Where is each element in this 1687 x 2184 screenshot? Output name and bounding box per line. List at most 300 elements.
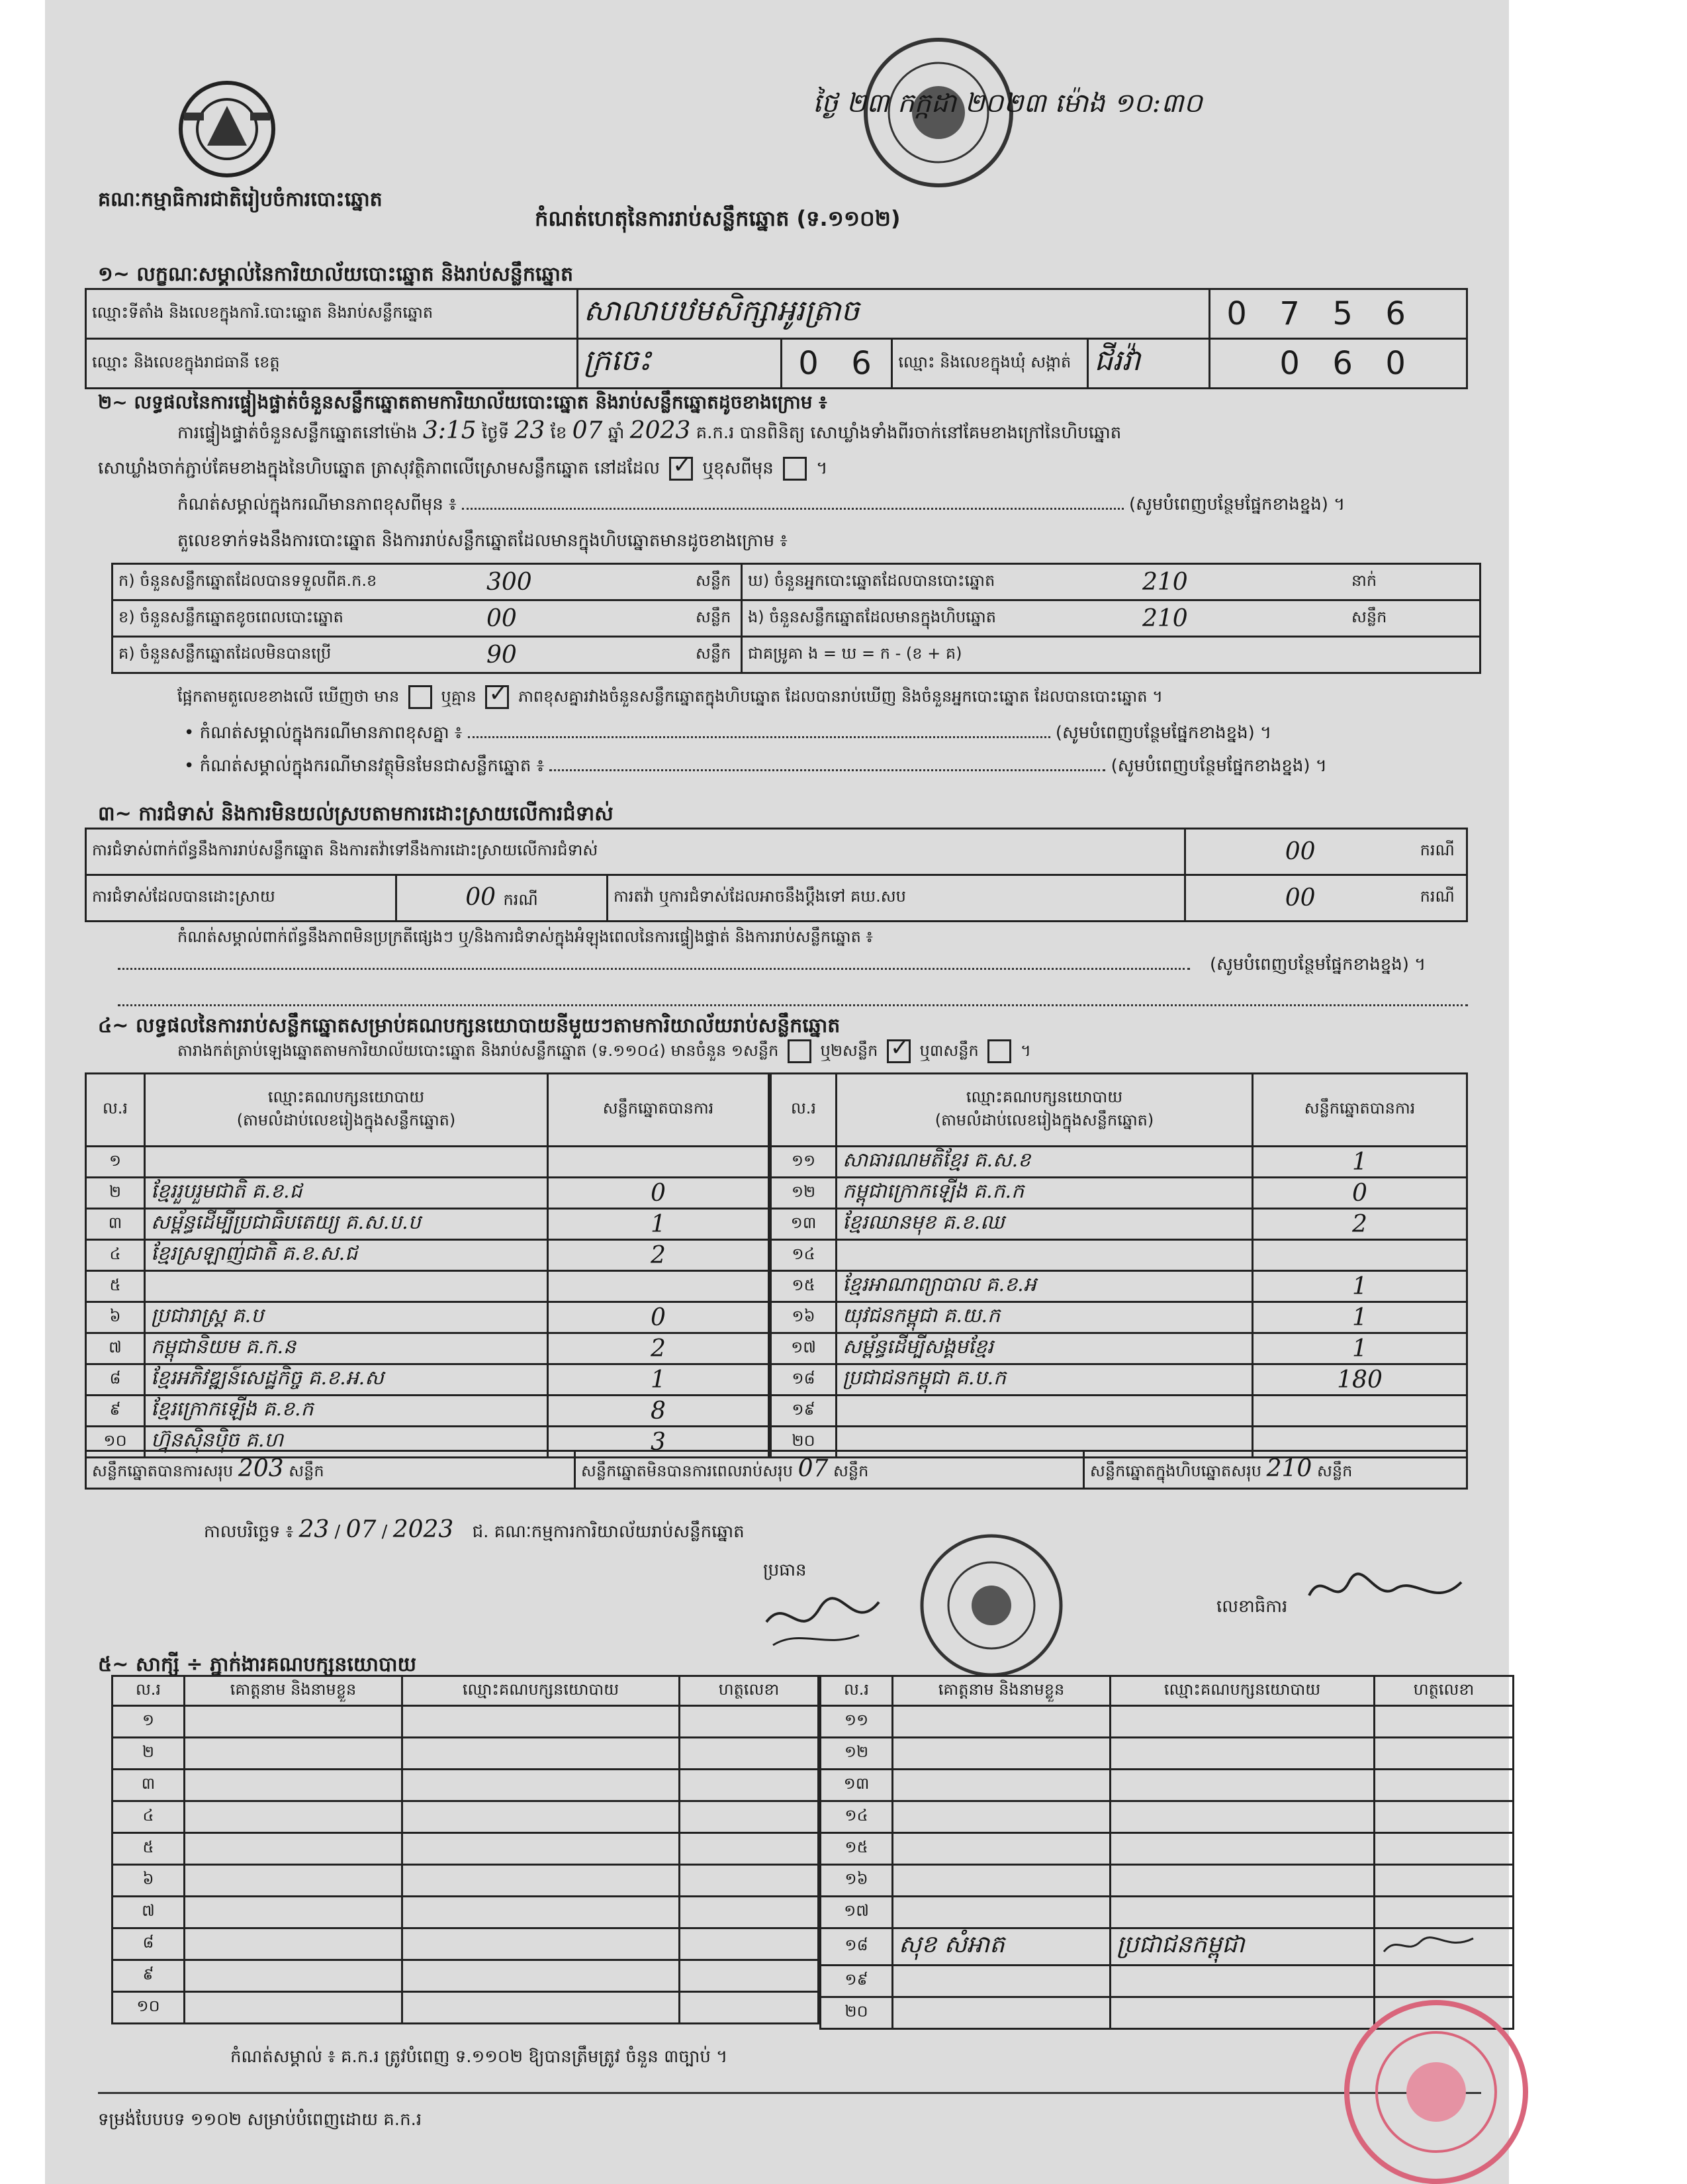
table-intro: តួលេខទាក់ទងនឹងការបោះឆ្នោត និងការរាប់សន្លឹកឆ្នោតដែលមានក្នុងហិបឆ្នោតមានដូចខាងក្រោម ៖: [177, 531, 788, 551]
result-row: [771, 1209, 1467, 1240]
three-sheet-label: ឬ៣សន្លឹក: [919, 1041, 979, 1060]
col-party-title: ឈ្មោះគណបក្សនយោបាយ: [267, 1087, 425, 1106]
resolved-count: 00: [465, 883, 496, 911]
party-name: សាធារណមតិខ្មែរ គ.ស.ខ: [837, 1147, 1253, 1178]
result-row: [771, 1271, 1467, 1302]
commune-label: ឈ្មោះ និងលេខក្នុងឃុំ សង្កាត់: [892, 339, 1088, 389]
party-votes: 1: [1253, 1271, 1467, 1302]
witness-row: [113, 1897, 819, 1928]
witness-number: ១៦: [821, 1865, 893, 1897]
witness-name[interactable]: [893, 1801, 1111, 1833]
difference-none-checkbox[interactable]: [485, 685, 509, 709]
result-row: [86, 1178, 769, 1209]
witness-party[interactable]: [402, 1992, 680, 2024]
count-label: ង) ចំនួនសន្លឹកឆ្នោតដែលមានក្នុងហិបឆ្នោត: [742, 600, 1138, 637]
party-number: ៩: [86, 1396, 145, 1427]
result-row: [771, 1240, 1467, 1271]
witness-signature[interactable]: [680, 1770, 819, 1801]
date-line: កាលបរិច្ឆេទ ៖ 23 / 07 / 2023 ជ. គណៈកម្មការការិយាល័យរាប់សន្លឹកឆ្នោត: [204, 1516, 745, 1543]
tally-sheet-label: តារាងកត់ត្រាប់ឡេងឆ្នោតតាមការិយាល័យបោះឆ្នោត និងរាប់សន្លឹកឆ្នោត (ទ.១១០៤) មានចំនួន ១សន្លឹក: [177, 1041, 779, 1060]
date-day: 23: [298, 1516, 330, 1543]
bullet2-fill: (សូមបំពេញបន្ថែមផ្នែកខាងខ្នង) ។: [1111, 756, 1327, 776]
witness-name[interactable]: [185, 1960, 402, 1992]
result-row: [771, 1396, 1467, 1427]
witness-row: [821, 1801, 1514, 1833]
col-party-header: ឈ្មោះគណបក្សនយោបាយ: [1111, 1676, 1375, 1706]
location-label: ឈ្មោះទីតាំង និងលេខក្នុងការិ.បោះឆ្នោត និងរាប់សន្លឹកឆ្នោត: [86, 289, 578, 339]
province-code: [781, 339, 892, 389]
col-no-header: ល.រ: [771, 1074, 837, 1147]
party-votes: 0: [548, 1178, 769, 1209]
tally-sheet-line: តារាងកត់ត្រាប់ឡេងឆ្នោតតាមការិយាល័យបោះឆ្នោត និងរាប់សន្លឹកឆ្នោត (ទ.១១០៤) មានចំនួន ១សន្លឹក ឬ២សន្លឹក ✓ ឬ៣សន្លឹក ។: [177, 1039, 1031, 1064]
official-seal-icon: [866, 1529, 1117, 1682]
bullet1-line: [184, 722, 1475, 747]
count-label: គ) ចំនួនសន្លឹកឆ្នោតដែលមិនបានប្រើ: [113, 637, 482, 673]
party-votes: 0: [1253, 1178, 1467, 1209]
witness-name[interactable]: [893, 1738, 1111, 1770]
witness-row: [821, 1897, 1514, 1928]
difference-none-label: ឬគ្មាន: [441, 687, 477, 706]
witness-table-right: [819, 1675, 1514, 2030]
secretary-label: លេខាធិការ: [1216, 1597, 1288, 1617]
party-number: ១៣: [771, 1209, 837, 1240]
party-votes: 3: [548, 1427, 769, 1458]
total-box-value: 210: [1266, 1455, 1312, 1482]
witness-party[interactable]: [402, 1960, 680, 1992]
form-title: កំណត់ហេតុនៃការរាប់សន្លឹកឆ្នោត (ទ.១១០២): [535, 206, 901, 231]
section4-heading: ៤~ លទ្ធផលនៃការរាប់សន្លឹកឆ្នោតសម្រាប់គណបក្សនយោបាយនីមួយៗតាមការិយាល័យរាប់សន្លឹកឆ្នោត: [98, 1014, 841, 1037]
witness-number: ១៣: [821, 1770, 893, 1801]
witness-number: ១៨: [821, 1928, 893, 1966]
witness-party[interactable]: [402, 1928, 680, 1960]
result-row: [86, 1209, 769, 1240]
result-row: [86, 1240, 769, 1271]
objection-table: [85, 828, 1468, 922]
count-value: 210: [1137, 564, 1346, 600]
party-number: ២: [86, 1178, 145, 1209]
witness-row: [113, 1706, 819, 1738]
verify-month-label: ខែ: [550, 423, 567, 443]
witness-number: ១២: [821, 1738, 893, 1770]
count-value: 00: [481, 600, 690, 637]
witness-name[interactable]: [185, 1928, 402, 1960]
irregularity-field[interactable]: [118, 960, 1203, 973]
witness-signature[interactable]: [680, 1865, 819, 1897]
witness-party[interactable]: [1111, 1897, 1375, 1928]
witness-row: [113, 1960, 819, 1992]
witness-signature[interactable]: [1375, 1928, 1514, 1966]
red-stamp-icon: [1337, 1993, 1535, 2184]
witness-number: ៧: [113, 1897, 185, 1928]
col-no-header: ល.រ: [821, 1676, 893, 1706]
witness-signature[interactable]: [680, 1960, 819, 1992]
section3-heading: ៣~ ការជំទាស់ និងការមិនយល់ស្របតាមការដោះស្រាយលើការជំទាស់: [98, 802, 614, 826]
witness-name[interactable]: [185, 1992, 402, 2024]
party-name: សម្ព័ន្ធដើម្បីប្រជាធិបតេយ្យ គ.ស.ប.ប: [145, 1209, 548, 1240]
party-votes: [548, 1271, 769, 1302]
bullet1-field[interactable]: [468, 736, 1050, 738]
witness-party[interactable]: [402, 1897, 680, 1928]
result-row: [771, 1302, 1467, 1333]
witness-name[interactable]: [893, 1770, 1111, 1801]
commune-code-digit: 0: [1279, 345, 1300, 382]
section2-heading: ២~ លទ្ធផលនៃការផ្ទៀងផ្ទាត់ចំនួនសន្លឹកឆ្នោតតាមការិយាល័យបោះឆ្នោត និងរាប់សន្លឹកឆ្នោតដូចខាងក្រោម ៖: [98, 391, 827, 413]
difference-label: ផ្អែកតាមតួលេខខាងលើ ឃើញថា មាន: [177, 687, 400, 706]
witness-number: ៩: [113, 1960, 185, 1992]
witness-signature[interactable]: [1375, 1738, 1514, 1770]
party-votes: [1253, 1396, 1467, 1427]
party-number: ១៥: [771, 1271, 837, 1302]
witness-party[interactable]: [1111, 1770, 1375, 1801]
witness-signature-icon: [1381, 1932, 1480, 1958]
total-box-cell: [1084, 1451, 1467, 1489]
party-number: ១២: [771, 1178, 837, 1209]
witness-signature[interactable]: [1375, 1865, 1514, 1897]
witness-signature[interactable]: [680, 1992, 819, 2024]
objection-label: ការជំទាស់ពាក់ព័ន្ធនឹងការរាប់សន្លឹកឆ្នោត និងការតវ៉ាទៅនឹងការដោះស្រាយលើការជំទាស់: [86, 829, 1185, 875]
province-label: ឈ្មោះ និងលេខក្នុងរាជធានី ខេត្ត: [86, 339, 578, 389]
witness-signature[interactable]: [680, 1833, 819, 1865]
secretary-signature-icon: [1302, 1562, 1475, 1622]
col-votes-header: សន្លឹកឆ្នោតបានការ: [548, 1074, 769, 1147]
appeal-unit: ករណី: [1415, 875, 1467, 922]
party-number: ៤: [86, 1240, 145, 1271]
verify-time-value: 3:15: [422, 417, 477, 444]
bullet1-fill: (សូមបំពេញបន្ថែមផ្នែកខាងខ្នង) ។: [1055, 723, 1272, 743]
sign-for-label: ជ. គណៈកម្មការការិយាល័យរាប់សន្លឹកឆ្នោត: [472, 1522, 745, 1542]
bullet1-label: • កំណត់សម្គាល់ក្នុងករណីមានភាពខុសគ្នា ៖: [184, 723, 463, 743]
witness-party[interactable]: [402, 1833, 680, 1865]
irregularity-fill: (សូមបំពេញបន្ថែមផ្នែកខាងខ្នង) ។: [1210, 955, 1426, 974]
party-number: ២០: [771, 1427, 837, 1458]
party-name: ខ្មែរអាណាព្យាបាល គ.ខ.អ: [837, 1271, 1253, 1302]
witness-name[interactable]: [185, 1706, 402, 1738]
party-name: ខ្មែរឈានមុខ គ.ខ.ឈ: [837, 1209, 1253, 1240]
party-number: ១៧: [771, 1333, 837, 1364]
count-label: ខ) ចំនួនសន្លឹកឆ្នោតខូចពេលបោះឆ្នោត: [113, 600, 482, 637]
results-table-right: [770, 1072, 1468, 1458]
commune-value: ជីរវ៉ា: [1088, 339, 1209, 389]
col-party-subtitle: (តាមលំដាប់លេខរៀងក្នុងសន្លឹកឆ្នោត): [236, 1110, 456, 1129]
party-votes: 0: [548, 1302, 769, 1333]
witness-name[interactable]: [893, 1897, 1111, 1928]
witness-name[interactable]: សុខ សំអាត: [893, 1928, 1111, 1966]
witness-signature[interactable]: [1375, 1770, 1514, 1801]
result-row: [86, 1364, 769, 1396]
witness-party[interactable]: [402, 1865, 680, 1897]
totals-row: [85, 1450, 1468, 1490]
party-number: ៣: [86, 1209, 145, 1240]
total-valid-unit: សន្លឹក: [289, 1462, 324, 1480]
party-votes: 8: [548, 1396, 769, 1427]
section1-heading: ១~ លក្ខណៈសម្គាល់នៃការិយាល័យបោះឆ្នោត និងរាប់សន្លឹកឆ្នោត: [98, 263, 574, 286]
result-row: [86, 1147, 769, 1178]
province-code-digit: 6: [851, 345, 872, 382]
witness-number: ៦: [113, 1865, 185, 1897]
witness-table-left: [111, 1675, 819, 2024]
witness-signature[interactable]: [680, 1897, 819, 1928]
party-number: ១៤: [771, 1240, 837, 1271]
party-name: ប្រជារាស្ត្រ គ.ប: [145, 1302, 548, 1333]
form-footer: ទម្រង់បែបបទ ១១០២ សម្រាប់បំពេញដោយ គ.ក.រ: [98, 2110, 422, 2130]
party-number: ១: [86, 1147, 145, 1178]
difference-line: [177, 685, 1475, 710]
irregularity-field-2[interactable]: [118, 996, 1475, 1009]
witness-name[interactable]: [185, 1770, 402, 1801]
difference-rest: ភាពខុសគ្នារវាងចំនួនសន្លឹកឆ្នោតក្នុងហិបឆ្នោត ដែលបានរាប់ឃើញ និងចំនួនអ្នកបោះឆ្នោត ដែលបានបោះឆ្នោត ។: [518, 687, 1163, 706]
witness-row: [821, 1706, 1514, 1738]
verify-line1: [177, 417, 1468, 447]
witness-row: [113, 1833, 819, 1865]
witness-party[interactable]: [402, 1738, 680, 1770]
party-name: ខ្មែរក្រោកឡើង គ.ខ.ក: [145, 1396, 548, 1427]
verify-line1-rest: គ.ក.រ បានពិនិត្យ សោឃ្លាំងទាំងពីរចាក់នៅគែមខាងក្រៅនៃហិបឆ្នោត: [696, 423, 1122, 443]
document-sheet: [45, 0, 1509, 2184]
verify-day-value: 23: [514, 417, 545, 444]
result-row: [86, 1333, 769, 1364]
witness-row: [821, 1865, 1514, 1897]
change-note-field[interactable]: [462, 508, 1124, 510]
witness-number: ១៧: [821, 1897, 893, 1928]
count-label: ឃ) ចំនួនអ្នកបោះឆ្នោតដែលបានបោះឆ្នោត: [742, 564, 1138, 600]
count-label: ក) ចំនួនសន្លឹកឆ្នោតដែលបានទទួលពីគ.ក.ខ: [113, 564, 482, 600]
witness-signature[interactable]: [1375, 1706, 1514, 1738]
col-no-header: ល.រ: [113, 1676, 185, 1706]
commune-code-digit: 0: [1385, 345, 1406, 382]
witness-party[interactable]: [1111, 1738, 1375, 1770]
location-code: [1209, 289, 1467, 339]
institution-name: គណៈកម្មាធិការជាតិរៀបចំការបោះឆ្នោត: [98, 188, 383, 211]
count-unit: សន្លឹក: [690, 600, 742, 637]
party-votes: 2: [1253, 1209, 1467, 1240]
witness-signature[interactable]: [1375, 1897, 1514, 1928]
witness-number: ១: [113, 1706, 185, 1738]
party-name: ខ្មែរស្រឡាញ់ជាតិ គ.ខ.ស.ជ: [145, 1240, 548, 1271]
received-stamp-text: ថ្ងៃ ២៣ កក្កដា ២០២៣ ម៉ោង ១០:៣០: [813, 88, 1203, 119]
objection-unit: ករណី: [1415, 829, 1467, 875]
province-value: ក្រចេះ: [577, 339, 781, 389]
witness-number: ១១: [821, 1706, 893, 1738]
witness-party[interactable]: [1111, 1966, 1375, 1997]
section5-note: កំណត់សម្គាល់ ៖ គ.ក.រ ត្រូវបំពេញ ទ.១១០២ ឱ្យបានត្រឹមត្រូវ ចំនួន ៣ច្បាប់ ។: [230, 2047, 728, 2067]
result-row: [771, 1333, 1467, 1364]
witness-name[interactable]: [893, 1865, 1111, 1897]
verify-year-value: 2023: [629, 417, 691, 444]
changed-checkbox[interactable]: [783, 457, 807, 481]
witness-party[interactable]: [402, 1801, 680, 1833]
verify-month-value: 07: [572, 417, 603, 444]
witness-name[interactable]: [185, 1738, 402, 1770]
count-value: 90: [481, 637, 690, 673]
total-valid-cell: [86, 1451, 575, 1489]
col-sign-header: ហត្ថលេខា: [680, 1676, 819, 1706]
result-row: [771, 1364, 1467, 1396]
witness-name[interactable]: [893, 1966, 1111, 1997]
witness-name[interactable]: [185, 1833, 402, 1865]
col-sign-header: ហត្ថលេខា: [1375, 1676, 1514, 1706]
witness-signature[interactable]: [680, 1706, 819, 1738]
party-number: ១៩: [771, 1396, 837, 1427]
witness-number: ១០: [113, 1992, 185, 2024]
section1-table: [85, 288, 1468, 389]
witness-party[interactable]: [402, 1770, 680, 1801]
col-party-header: ឈ្មោះគណបក្សនយោបាយ: [402, 1676, 680, 1706]
two-sheet-checkbox[interactable]: [887, 1039, 911, 1063]
witness-name[interactable]: [893, 1706, 1111, 1738]
bullet2-field[interactable]: [549, 769, 1105, 771]
witness-party[interactable]: [1111, 1706, 1375, 1738]
witness-party[interactable]: [1111, 1997, 1375, 2029]
party-number: ១១: [771, 1147, 837, 1178]
witness-name[interactable]: [893, 1833, 1111, 1865]
witness-signature[interactable]: [680, 1801, 819, 1833]
witness-number: ៥: [113, 1833, 185, 1865]
verify-time-label: ការផ្ទៀងផ្ទាត់ចំនួនសន្លឹកឆ្នោតនៅម៉ោង: [177, 423, 418, 443]
total-box-label: សន្លឹកឆ្នោតក្នុងហិបឆ្នោតសរុប: [1090, 1462, 1261, 1480]
party-number: ១០: [86, 1427, 145, 1458]
witness-party[interactable]: [1111, 1865, 1375, 1897]
witness-name[interactable]: [185, 1897, 402, 1928]
location-code-digit: 0: [1226, 295, 1247, 332]
party-name: កម្ពុជានិយម គ.ក.ន: [145, 1333, 548, 1364]
total-invalid-value: 07: [798, 1455, 829, 1482]
party-name: ខ្មែរអភិវឌ្ឍន៍សេដ្ឋកិច្ច គ.ខ.អ.ស: [145, 1364, 548, 1396]
party-name: យុវជនកម្ពុជា គ.យ.ក: [837, 1302, 1253, 1333]
witness-number: ១៩: [821, 1966, 893, 1997]
total-box-unit: សន្លឹក: [1316, 1462, 1353, 1480]
one-sheet-checkbox[interactable]: [788, 1039, 811, 1063]
count-unit: នាក់: [1346, 564, 1481, 600]
date-month: 07: [345, 1516, 377, 1543]
verify-day-label: ថ្ងៃទី: [481, 423, 510, 443]
party-votes: 2: [548, 1240, 769, 1271]
witness-row: [113, 1801, 819, 1833]
witness-party[interactable]: [1111, 1833, 1375, 1865]
witness-number: ១៥: [821, 1833, 893, 1865]
verify-line2-text: សោឃ្លាំងចាក់ភ្ជាប់គែមខាងក្នុងនៃហិបឆ្នោត ត្រាសុវត្ថិភាពលើស្រោមសន្លឹកឆ្នោត នៅដដែល: [98, 458, 660, 479]
change-note-fill: (សូមបំពេញបន្ថែមផ្នែកខាងខ្នង) ។: [1129, 495, 1345, 514]
date-year: 2023: [392, 1516, 454, 1543]
result-row: [86, 1396, 769, 1427]
party-name: សម្ព័ន្ធដើម្បីសង្គមខ្មែរ: [837, 1333, 1253, 1364]
location-value: សាលាបឋមសិក្សាអូរត្រាច: [577, 289, 1209, 339]
result-row: [86, 1271, 769, 1302]
party-name: ប្រជាជនកម្ពុជា គ.ប.ក: [837, 1364, 1253, 1396]
witness-number: ២០: [821, 1997, 893, 2029]
witness-signature[interactable]: [1375, 1801, 1514, 1833]
count-unit: សន្លឹក: [690, 564, 742, 600]
resolved-label: ការជំទាស់ដែលបានដោះស្រាយ: [86, 875, 396, 922]
unchanged-checkbox[interactable]: [669, 457, 693, 481]
witness-row: [113, 1865, 819, 1897]
three-sheet-checkbox[interactable]: [987, 1039, 1011, 1063]
count-unit: សន្លឹក: [1346, 600, 1481, 637]
commune-code: [1209, 339, 1467, 389]
resolved-unit: ករណី: [503, 890, 538, 909]
party-name: កម្ពុជាក្រោកឡើង គ.ក.ក: [837, 1178, 1253, 1209]
date-label: កាលបរិច្ឆេទ ៖: [204, 1522, 294, 1542]
appeal-label: ការតវ៉ា ឬការជំទាស់ដែលអាចនឹងប្ដឹងទៅ គឃ.សប: [608, 875, 1185, 922]
objection-value: 00: [1185, 829, 1415, 875]
col-party-header: [145, 1074, 548, 1147]
party-name: [837, 1396, 1253, 1427]
total-invalid-label: សន្លឹកឆ្នោតមិនបានការពេលរាប់សរុប: [581, 1462, 793, 1480]
witness-party[interactable]: [1111, 1801, 1375, 1833]
verify-year-label: ឆ្នាំ: [608, 423, 625, 443]
col-votes-header: សន្លឹកឆ្នោតបានការ: [1253, 1074, 1467, 1147]
party-name: ហ្វ៊ុនស៊ិនប៉ិច គ.ហ: [145, 1427, 548, 1458]
party-votes: 2: [548, 1333, 769, 1364]
section5-heading: ៥~ សាក្សី ÷ ភ្នាក់ងារគណបក្សនយោបាយ: [98, 1653, 417, 1676]
party-name: [837, 1240, 1253, 1271]
witness-number: ៨: [113, 1928, 185, 1960]
witness-name[interactable]: [185, 1801, 402, 1833]
witness-number: ១៤: [821, 1801, 893, 1833]
party-number: ៦: [86, 1302, 145, 1333]
nec-logo-icon: [171, 73, 283, 185]
verify-line2: សោឃ្លាំងចាក់ភ្ជាប់គែមខាងក្នុងនៃហិបឆ្នោត ត្រាសុវត្ថិភាពលើស្រោមសន្លឹកឆ្នោត នៅដដែល ✓ ឬខុសពីមុន ។: [98, 457, 827, 483]
change-note-line: [177, 493, 1468, 518]
appeal-value: 00: [1185, 875, 1415, 922]
witness-row: [821, 1928, 1514, 1966]
party-votes: 180: [1253, 1364, 1467, 1396]
col-party-title: ឈ្មោះគណបក្សនយោបាយ: [966, 1087, 1123, 1106]
witness-row: [821, 1770, 1514, 1801]
location-code-digit: 7: [1279, 295, 1300, 332]
count-value: 300: [481, 564, 690, 600]
col-no-header: ល.រ: [86, 1074, 145, 1147]
total-valid-label: សន្លឹកឆ្នោតបានការសរុប: [92, 1462, 234, 1480]
party-votes: 1: [548, 1209, 769, 1240]
witness-signature[interactable]: [1375, 1833, 1514, 1865]
party-votes: 1: [1253, 1147, 1467, 1178]
results-table-left: [85, 1072, 770, 1458]
col-name-header: គោត្តនាម និងនាមខ្លួន: [893, 1676, 1111, 1706]
total-invalid-unit: សន្លឹក: [833, 1462, 869, 1480]
witness-signature[interactable]: [680, 1928, 819, 1960]
change-note-label: កំណត់សម្គាល់ក្នុងករណីមានភាពខុសពីមុន ៖: [177, 495, 457, 514]
witness-party[interactable]: [402, 1706, 680, 1738]
irregularity-note: កំណត់សម្គាល់ពាក់ព័ន្ធនឹងភាពមិនប្រក្រតីផ្សេងៗ ឬ/និងការជំទាស់ក្នុងអំឡុងពេលនៃការផ្ទៀងផ្ទាត់ និងការរាប់សន្លឹកឆ្នោត ៖: [177, 927, 873, 946]
total-invalid-cell: [575, 1451, 1084, 1489]
witness-row: [113, 1928, 819, 1960]
total-valid-value: 203: [238, 1455, 284, 1482]
chair-signature-icon: [760, 1582, 892, 1655]
two-sheet-label: ឬ២សន្លឹក: [820, 1041, 878, 1060]
witness-name[interactable]: [185, 1865, 402, 1897]
party-number: ៨: [86, 1364, 145, 1396]
witness-number: ៣: [113, 1770, 185, 1801]
col-name-header: គោត្តនាម និងនាមខ្លួន: [185, 1676, 402, 1706]
difference-yes-checkbox[interactable]: [408, 685, 432, 709]
formula: ជាគម្រូគា ង = ឃ = ក - (ខ + គ): [742, 637, 1481, 673]
location-code-digit: 6: [1385, 295, 1406, 332]
count-value: 210: [1137, 600, 1346, 637]
witness-signature[interactable]: [680, 1738, 819, 1770]
party-name: [145, 1271, 548, 1302]
party-number: ១៨: [771, 1364, 837, 1396]
witness-party[interactable]: ប្រជាជនកម្ពុជា: [1111, 1928, 1375, 1966]
witness-number: ៤: [113, 1801, 185, 1833]
party-number: ៥: [86, 1271, 145, 1302]
party-name: [145, 1147, 548, 1178]
party-votes: [1253, 1240, 1467, 1271]
result-row: [771, 1147, 1467, 1178]
witness-name[interactable]: [893, 1997, 1111, 2029]
witness-row: [113, 1770, 819, 1801]
party-votes: [548, 1147, 769, 1178]
result-row: [86, 1302, 769, 1333]
